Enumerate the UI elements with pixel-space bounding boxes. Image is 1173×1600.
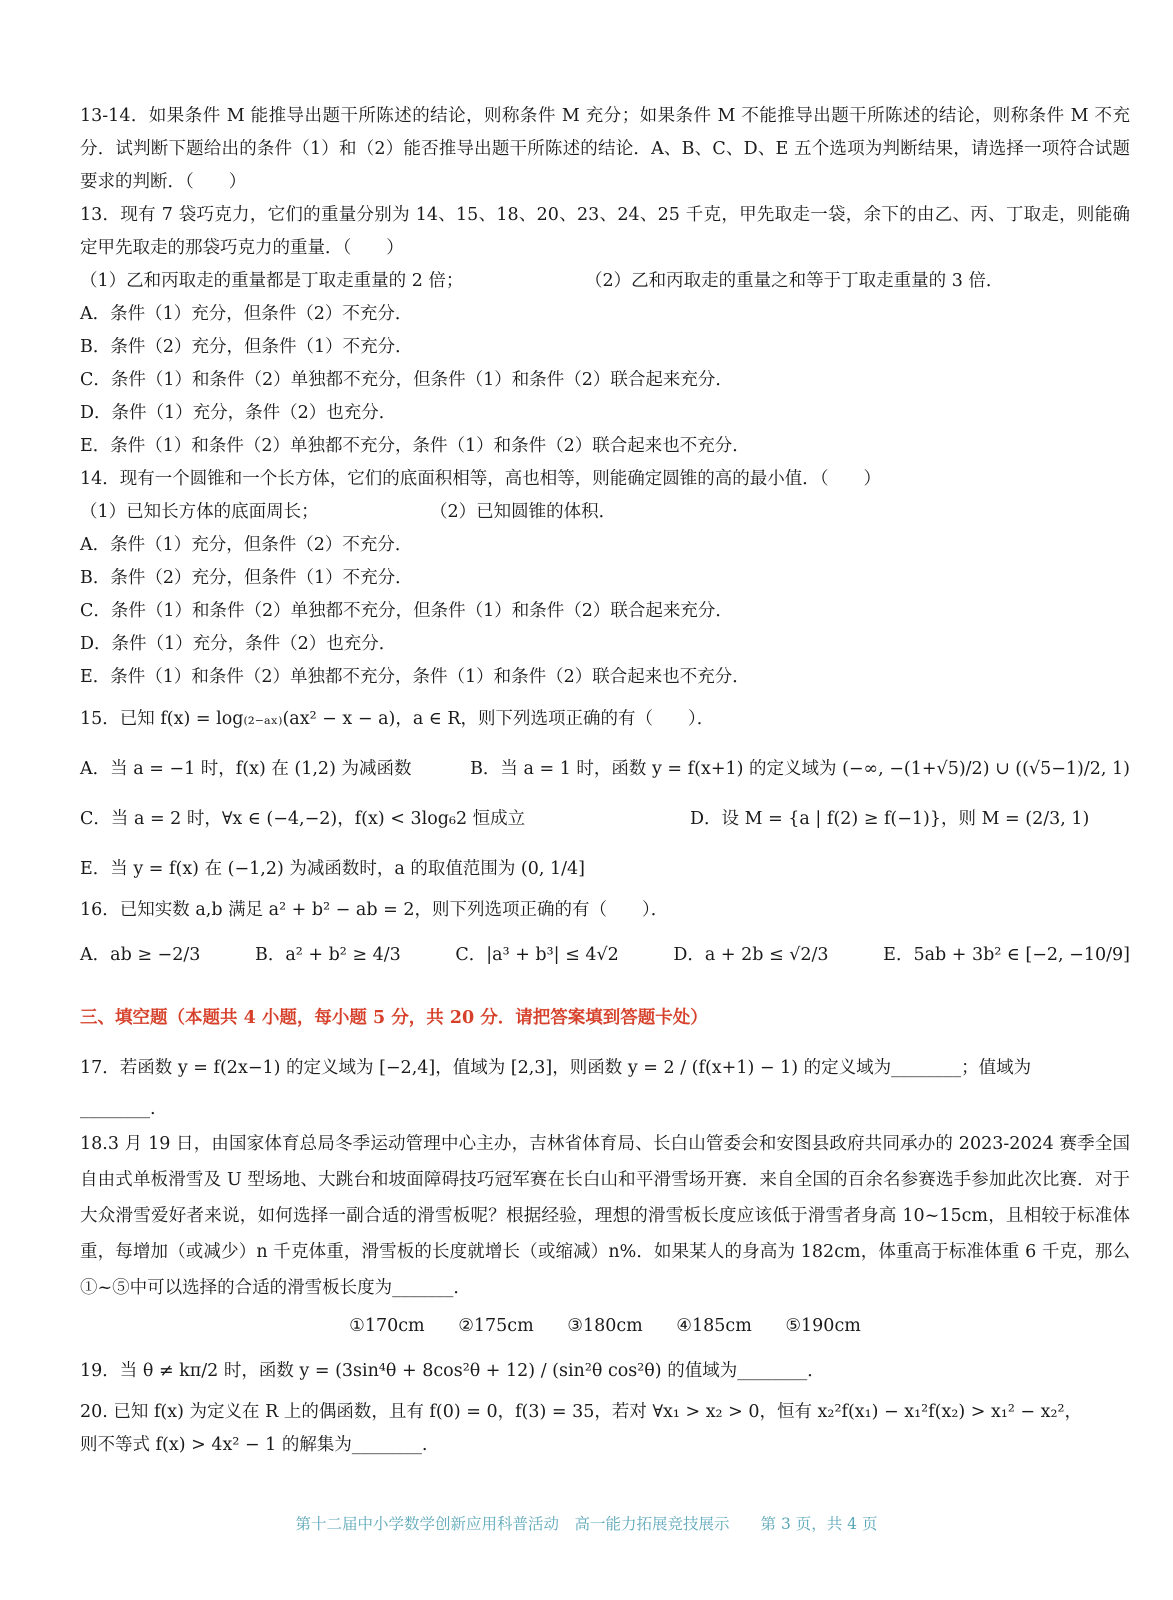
q15-option-b: B．当 a = 1 时，函数 y = f(x+1) 的定义域为 (−∞, −(1+√5)/2) ∪ ((√5−1)/2, 1) — [470, 759, 1130, 779]
q15-option-e: E．当 y = f(x) 在 (−1,2) 为减函数时，a 的取值范围为 (0, 1/4] — [80, 859, 585, 879]
page-footer: 第十二届中小学数学创新应用科普活动 高一能力拓展竞技展示 第 3 页，共 4 页 — [295, 1515, 878, 1533]
q18-choices: ①170cm ②175cm ③180cm ④185cm ⑤190cm — [349, 1316, 861, 1336]
q14-conditions — [80, 496, 1130, 529]
q14-option-c: C．条件（1）和条件（2）单独都不充分，但条件（1）和条件（2）联合起来充分． — [80, 601, 733, 621]
q15-stem: 15．已知 f(x) = log₍₂₋ₐₓ₎(ax² − x − a)，a ∈ R，则下列选项正确的有（ ）． — [80, 709, 715, 729]
q18-text: 18.3 月 19 日，由国家体育总局冬季运动管理中心主办，吉林省体育局、长白山管委会和安图县政府共同承办的 2023-2024 赛季全国自由式单板滑雪及 U 型场地、大跳台和坡面障碍技巧冠军赛在长白山和平滑雪场开赛．来自全国的百余名参赛选手参加此次比赛．对于大众滑雪爱好者来说，如何选择一副合适的滑雪板呢？根据经验，理想的滑雪板长度应该低于滑雪者身高 10~15cm，且相较于标准体重，每增加（或减少）n 千克体重，滑雪板的长度就增长（或缩减）n%．如果某人的身高为 182cm，体重高于标准体重 6 千克，那么①~⑤中可以选择的合适的滑雪板长度为_______． — [80, 1134, 1130, 1298]
section-3-heading: 三、填空题（本题共 4 小题，每小题 5 分，共 20 分．请把答案填到答题卡处） — [80, 1008, 708, 1028]
q20-line-1: 20. 已知 f(x) 为定义在 R 上的偶函数，且有 f(0) = 0，f(3) = 35，若对 ∀x₁ > x₂ > 0，恒有 x₂²f(x₁) − x₁²f(x₂) > x₁² − x₂²， — [80, 1402, 1083, 1422]
q14-option-a: A．条件（1）充分，但条件（2）不充分． — [80, 535, 413, 555]
q13-condition-1: （1）乙和丙取走的重量都是丁取走重量的 2 倍； — [80, 271, 464, 291]
q15-row-cd — [80, 794, 1130, 844]
q17-line-2: ________. — [80, 1099, 156, 1119]
q14-stem: 14．现有一个圆锥和一个长方体，它们的底面积相等，高也相等，则能确定圆锥的高的最小值．（ ） — [80, 469, 882, 489]
q15-option-d: D．设 M = {a | f(2) ≥ f(−1)}，则 M = (2/3, 1) — [690, 809, 1090, 829]
q14-condition-2: （2）已知圆锥的体积． — [430, 502, 617, 522]
q16-option-d: D．a + 2b ≤ √2/3 — [673, 945, 829, 965]
q13-option-d: D．条件（1）充分，条件（2）也充分． — [80, 403, 397, 423]
q16-option-c: C．|a³ + b³| ≤ 4√2 — [455, 945, 619, 965]
q16-option-a: A．ab ≥ −2/3 — [80, 945, 201, 965]
q16-options — [80, 927, 1130, 983]
intro-paragraph: 13-14．如果条件 M 能推导出题干所陈述的结论，则称条件 M 充分；如果条件 M 不能推导出题干所陈述的结论，则称条件 M 不充分．试判断下题给出的条件（1）和（2）能否推导出题干所陈述的结论．A、B、C、D、E 五个选项为判断结果，请选择一项符合试题要求的判断．（ ） — [80, 106, 1130, 192]
q15-option-a: A．当 a = −1 时，f(x) 在 (1,2) 为减函数 — [80, 759, 412, 779]
q14-option-d: D．条件（1）充分，条件（2）也充分． — [80, 634, 397, 654]
q15-option-c: C．当 a = 2 时，∀x ∈ (−4,−2)，f(x) < 3log₆2 恒成立 — [80, 809, 526, 829]
q14-option-b: B．条件（2）充分，但条件（1）不充分． — [80, 568, 413, 588]
q13-stem: 13．现有 7 袋巧克力，它们的重量分别为 14、15、18、20、23、24、25 千克，甲先取走一袋，余下的由乙、丙、丁取走，则能确定甲先取走的那袋巧克力的重量．（ ） — [80, 205, 1130, 258]
q16-stem: 16．已知实数 a,b 满足 a² + b² − ab = 2，则下列选项正确的有（ ）． — [80, 900, 669, 920]
q15-row-ab — [80, 744, 1130, 794]
q17-line-1: 17．若函数 y = f(2x−1) 的定义域为 [−2,4]，值域为 [2,3]，则函数 y = 2 / (f(x+1) − 1) 的定义域为________；值域为 — [80, 1058, 1032, 1078]
q14-option-e: E．条件（1）和条件（2）单独都不充分，条件（1）和条件（2）联合起来也不充分． — [80, 667, 750, 687]
q13-condition-2: （2）乙和丙取走的重量之和等于丁取走重量的 3 倍． — [585, 271, 1004, 291]
q13-option-a: A．条件（1）充分，但条件（2）不充分． — [80, 304, 413, 324]
q16-option-e: E．5ab + 3b² ∈ [−2, −10/9] — [883, 945, 1130, 965]
q14-condition-1: （1）已知长方体的底面周长； — [80, 502, 319, 522]
q19-text: 19．当 θ ≠ kπ/2 时，函数 y = (3sin⁴θ + 8cos²θ + 12) / (sin²θ cos²θ) 的值域为________． — [80, 1361, 825, 1381]
q13-conditions — [80, 265, 1130, 298]
q16-option-b: B．a² + b² ≥ 4/3 — [255, 945, 401, 965]
q13-option-e: E．条件（1）和条件（2）单独都不充分，条件（1）和条件（2）联合起来也不充分． — [80, 436, 750, 456]
q20-line-2: 则不等式 f(x) > 4x² − 1 的解集为________. — [80, 1435, 428, 1455]
exam-page — [80, 100, 1130, 1462]
q13-option-b: B．条件（2）充分，但条件（1）不充分． — [80, 337, 413, 357]
q13-option-c: C．条件（1）和条件（2）单独都不充分，但条件（1）和条件（2）联合起来充分． — [80, 370, 733, 390]
